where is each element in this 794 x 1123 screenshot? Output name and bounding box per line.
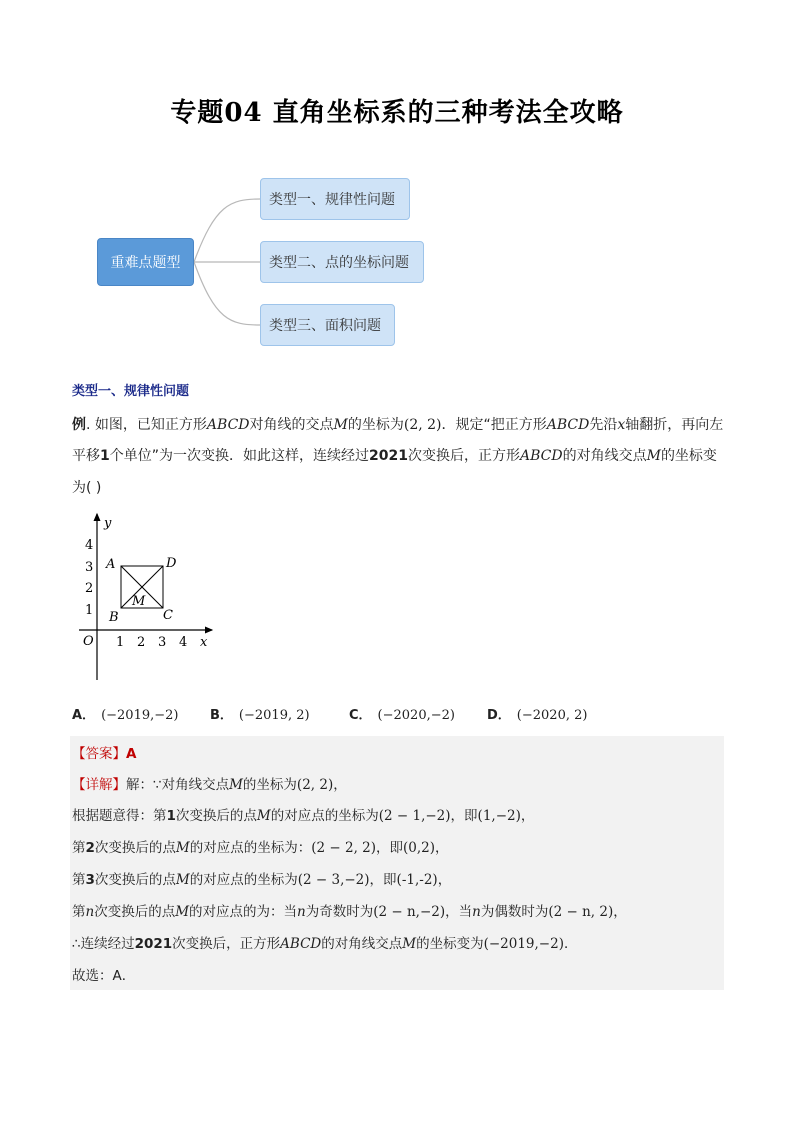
a-text: 第 <box>72 872 86 888</box>
y-axis-label: y <box>104 516 112 531</box>
q-text: 次变换后，正方形 <box>407 448 520 464</box>
a-num: 2021 <box>134 936 173 952</box>
a-m: M <box>256 808 271 824</box>
origin-label: O <box>83 634 94 649</box>
a-text: 的对应点的坐标为 <box>189 872 298 888</box>
a-coord: (2 − 2, 2) <box>311 840 377 856</box>
example-lead: 例 <box>72 417 86 433</box>
answer-letter: A <box>126 746 137 762</box>
a-coord: (2, 2) <box>296 777 334 793</box>
a-coord: (-1,-2) <box>396 872 438 888</box>
detail-line-4 <box>72 868 451 888</box>
a-text: 次变换后的点 <box>175 808 257 824</box>
a-m: M <box>402 936 417 952</box>
q-num: 2021 <box>369 448 408 464</box>
a-coord: (2 − n, 2) <box>548 904 614 920</box>
a-text: ， <box>437 872 452 888</box>
q-text: 轴翻折，再向左 <box>625 417 724 433</box>
x-tick-3: 3 <box>158 635 167 650</box>
x-tick-4: 4 <box>179 635 188 650</box>
q-text: 对角线的交点 <box>249 417 334 433</box>
detail-line-3 <box>72 836 449 856</box>
a-text: 次变换后的点 <box>94 840 176 856</box>
section-heading: 类型一、规律性问题 <box>72 384 190 399</box>
a-text: 解：∵对角线交点 <box>126 777 230 793</box>
y-tick-1: 1 <box>85 603 94 618</box>
a-text: ，当 <box>445 904 473 920</box>
q-x: x <box>617 417 626 433</box>
mindmap-branch-type3: 类型三、面积问题 <box>260 304 395 346</box>
q-text: 个单位”为一次变换．如此这样，连续经过 <box>109 448 370 464</box>
q-text: 先沿 <box>589 417 618 433</box>
a-n: n <box>85 904 95 920</box>
answer-line <box>72 742 136 762</box>
mindmap-root: 重难点题型 <box>97 238 194 286</box>
question-line-3: 为( ) <box>72 480 102 496</box>
a-text: ． <box>563 936 578 952</box>
detail-line-2 <box>72 804 534 824</box>
a-text: 次变换后，正方形 <box>172 936 281 952</box>
answer-tag: 【答案】 <box>72 746 126 762</box>
q-text: . 如图，已知正方形 <box>86 417 207 433</box>
q-text: ．规定“把正方形 <box>441 417 547 433</box>
a-coord: (0,2) <box>403 840 436 856</box>
a-coord: (1,−2) <box>477 808 521 824</box>
q-m: M <box>646 448 661 464</box>
point-b-label: B <box>109 610 119 625</box>
detail-line-1 <box>72 773 347 793</box>
y-tick-3: 3 <box>85 560 94 575</box>
q-text: 的坐标为 <box>347 417 404 433</box>
a-abcd: ABCD <box>280 936 322 952</box>
a-coord: (2 − 3,−2) <box>297 872 370 888</box>
a-m: M <box>229 777 243 793</box>
a-text: 为偶数时为 <box>480 904 549 920</box>
x-axis-label: x <box>200 635 208 650</box>
a-text: 次变换后的点 <box>94 904 176 920</box>
detail-line-7: 故选：A． <box>72 968 136 984</box>
option-value: (−2020,−2) <box>377 708 455 723</box>
a-text: 的对应点的坐标为 <box>270 808 379 824</box>
a-text: 次变换后的点 <box>94 872 176 888</box>
a-n: n <box>472 904 481 920</box>
question-line-1 <box>72 414 723 434</box>
x-tick-1: 1 <box>116 635 125 650</box>
q-text: 的对角线交点 <box>562 448 647 464</box>
a-text: ， <box>613 904 627 920</box>
a-text: 的对角线交点 <box>321 936 403 952</box>
y-tick-4: 4 <box>85 538 94 553</box>
q-m: M <box>333 417 348 433</box>
a-text: ∴连续经过 <box>72 936 135 952</box>
option-letter: C． <box>349 708 372 723</box>
a-text: 第 <box>72 904 86 920</box>
a-text: 的坐标变为 <box>416 936 484 952</box>
a-coord: (2 − 1,−2) <box>378 808 451 824</box>
option-value: (−2019,−2) <box>101 708 179 723</box>
q-abcd: ABCD <box>206 417 250 433</box>
a-text: 为奇数时为 <box>305 904 374 920</box>
a-text: ， <box>435 840 449 856</box>
mindmap-branch-type2: 类型二、点的坐标问题 <box>260 241 424 283</box>
option-d[interactable] <box>487 704 587 723</box>
q-coord: (2, 2) <box>403 417 442 433</box>
point-d-label: D <box>166 556 177 571</box>
y-tick-2: 2 <box>85 581 94 596</box>
q-num: 1 <box>100 448 110 464</box>
option-letter: A． <box>72 708 96 723</box>
a-text: 根据题意得：第 <box>72 808 167 824</box>
a-coord: (−2019,−2) <box>483 936 564 952</box>
point-m-label: M <box>132 594 146 609</box>
option-b[interactable] <box>210 704 310 723</box>
q-abcd: ABCD <box>546 417 590 433</box>
option-value: (−2019, 2) <box>238 708 310 723</box>
a-text: 第 <box>72 840 86 856</box>
a-m: M <box>175 872 190 888</box>
a-text: ，即 <box>450 808 478 824</box>
option-letter: D． <box>487 708 511 723</box>
coordinate-figure <box>74 508 224 688</box>
point-a-label: A <box>106 557 116 572</box>
a-text: ， <box>333 777 347 793</box>
point-c-label: C <box>163 608 173 623</box>
a-text: 的对应点的坐标为： <box>189 840 312 856</box>
q-abcd: ABCD <box>519 448 563 464</box>
option-value: (−2020, 2) <box>516 708 588 723</box>
x-tick-2: 2 <box>137 635 146 650</box>
a-num: 1 <box>166 808 176 824</box>
q-text: 的坐标变 <box>660 448 717 464</box>
a-text: ，即 <box>376 840 404 856</box>
detail-tag: 【详解】 <box>72 777 126 793</box>
a-num: 2 <box>85 840 95 856</box>
a-m: M <box>175 904 190 920</box>
question-line-2 <box>72 445 717 465</box>
a-num: 3 <box>85 872 95 888</box>
option-a[interactable] <box>72 704 178 723</box>
mindmap-branch-type1: 类型一、规律性问题 <box>260 178 410 220</box>
q-text: 平移 <box>72 448 100 464</box>
detail-line-5 <box>72 900 627 920</box>
a-coord: (2 − n,−2) <box>373 904 446 920</box>
a-n: n <box>297 904 306 920</box>
a-text: ， <box>520 808 535 824</box>
a-text: ，即 <box>369 872 397 888</box>
a-text: 的坐标为 <box>242 777 297 793</box>
page-title: 专题04 直角坐标系的三种考法全攻略 <box>170 98 624 128</box>
option-c[interactable] <box>349 704 455 723</box>
detail-line-6 <box>72 932 577 952</box>
a-m: M <box>175 840 190 856</box>
option-letter: B． <box>210 708 233 723</box>
a-text: 的对应点的为：当 <box>189 904 298 920</box>
